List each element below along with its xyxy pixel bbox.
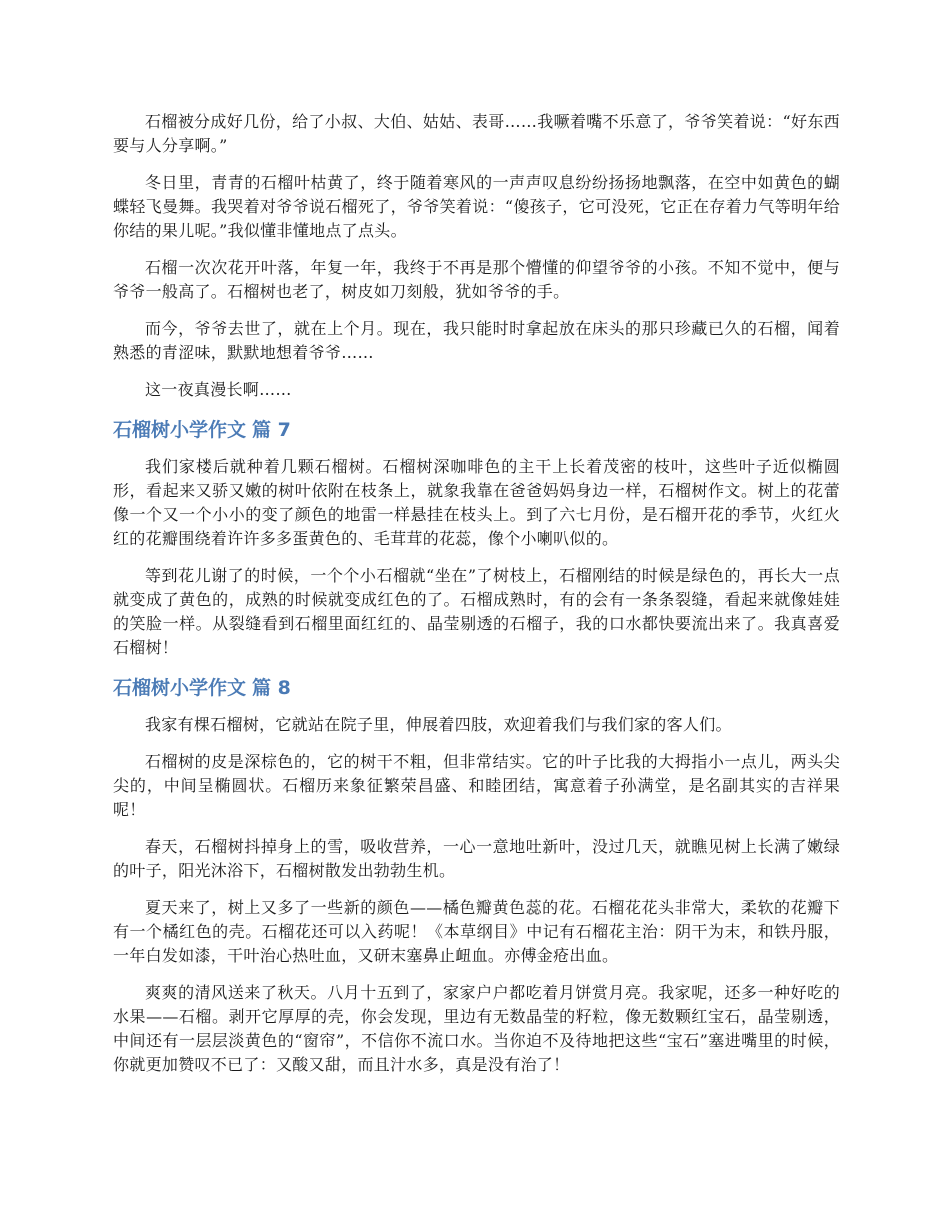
paragraph: 这一夜真漫长啊……	[145, 380, 292, 399]
section-heading-8	[113, 673, 840, 703]
section-number: 篇 7	[252, 419, 291, 441]
paragraph: 夏天来了，树上又多了一些新的颜色——橘色瓣黄色蕊的花。石榴花花头非常大，柔软的花瓣下有一个橘红色的壳。石榴花还可以入药呢！《本草纲目》中记有石榴花主治：阴干为末，和铁丹服，一年白发如漆，干叶治心热吐血，又研末塞鼻止衄血。亦傅金疮出血。	[113, 898, 840, 965]
section-heading-7	[113, 415, 840, 445]
section-title: 石榴树小学作文	[113, 677, 247, 699]
paragraph: 我们家楼后就种着几颗石榴树。石榴树深咖啡色的主干上长着茂密的枝叶，这些叶子近似椭圆形，看起来又骄又嫩的树叶依附在枝条上，就象我靠在爸爸妈妈身边一样，石榴树作文。树上的花蕾像一个又一个小小的变了颜色的地雷一样悬挂在枝头上。到了六七月份，是石榴开花的季节，火红火红的花瓣围绕着许许多多蛋黄色的、毛茸茸的花蕊，像个小喇叭似的。	[113, 457, 840, 548]
section-number: 篇 8	[252, 677, 291, 699]
paragraph: 冬日里，青青的石榴叶枯黄了，终于随着寒风的一声声叹息纷纷扬扬地飘落，在空中如黄色的蝴蝶轻飞曼舞。我哭着对爷爷说石榴死了，爷爷笑着说：“傻孩子，它可没死，它正在存着力气等明年给你结的果儿呢。”我似懂非懂地点了点头。	[113, 173, 840, 240]
paragraph: 我家有棵石榴树，它就站在院子里，伸展着四肢，欢迎着我们与我们家的客人们。	[145, 715, 732, 734]
paragraph: 石榴一次次花开叶落，年复一年，我终于不再是那个懵懂的仰望爷爷的小孩。不知不觉中，便与爷爷一般高了。石榴树也老了，树皮如刀刻般，犹如爷爷的手。	[113, 258, 840, 301]
document-page	[113, 110, 840, 1090]
paragraph: 石榴被分成好几份，给了小叔、大伯、姑姑、表哥……我噘着嘴不乐意了，爷爷笑着说：“好东西要与人分享啊。”	[113, 112, 840, 155]
paragraph: 爽爽的清风送来了秋天。八月十五到了，家家户户都吃着月饼赏月亮。我家呢，还多一种好吃的水果——石榴。剥开它厚厚的壳，你会发现，里边有无数晶莹的籽粒，像无数颗红宝石，晶莹剔透，中间还有一层层淡黄色的“窗帘”，不信你不流口水。当你迫不及待地把这些“宝石”塞进嘴里的时候，你就更加赞叹不已了：又酸又甜，而且汁水多，真是没有治了！	[113, 983, 840, 1074]
paragraph: 石榴树的皮是深棕色的，它的树干不粗，但非常结实。它的叶子比我的大拇指小一点儿，两头尖尖的，中间呈椭圆状。石榴历来象征繁荣昌盛、和睦团结，寓意着子孙满堂，是名副其实的吉祥果呢！	[113, 752, 840, 819]
section-title: 石榴树小学作文	[113, 419, 247, 441]
paragraph: 等到花儿谢了的时候，一个个小石榴就“坐在”了树枝上，石榴刚结的时候是绿色的，再长大一点就变成了黄色的，成熟的时候就变成红色的了。石榴成熟时，有的会有一条条裂缝，看起来就像娃娃的笑脸一样。从裂缝看到石榴里面红红的、晶莹剔透的石榴子，我的口水都快要流出来了。我真喜爱石榴树！	[113, 566, 840, 657]
paragraph: 春天，石榴树抖掉身上的雪，吸收营养，一心一意地吐新叶，没过几天，就瞧见树上长满了嫩绿的叶子，阳光沐浴下，石榴树散发出勃勃生机。	[113, 837, 840, 880]
paragraph: 而今，爷爷去世了，就在上个月。现在，我只能时时拿起放在床头的那只珍藏已久的石榴，闻着熟悉的青涩味，默默地想着爷爷……	[113, 319, 840, 362]
